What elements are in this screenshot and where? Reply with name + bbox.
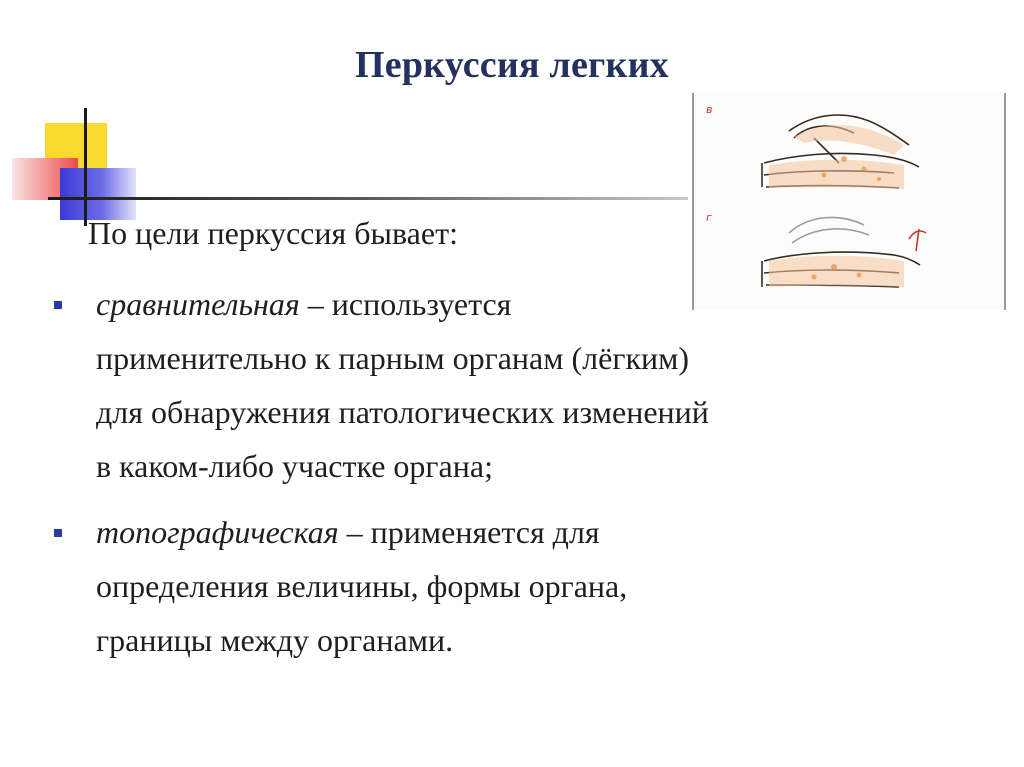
figure-label-v: в (706, 103, 713, 116)
term-comparative: сравнительная (96, 286, 300, 322)
bullet-text: – применяется для (338, 514, 600, 550)
decor-vertical-line (84, 108, 87, 226)
bullet-text: для обнаружения патологических изменений (96, 394, 709, 430)
bullet-square-icon (54, 529, 62, 537)
bullet-list (54, 277, 984, 679)
list-item (54, 277, 984, 493)
slide-title: Перкуссия легких (355, 44, 669, 86)
decor-horizontal-line (48, 197, 688, 200)
figure-label-g: г (706, 211, 712, 224)
decor-blue-block (60, 168, 136, 220)
intro-text: По цели перкуссия бывает: (88, 215, 458, 251)
bullet-text: в каком-либо участке органа; (96, 448, 493, 484)
list-item (54, 505, 984, 667)
bullet-text: применительно к парным органам (лёгким) (96, 340, 690, 376)
term-topographic: топографическая (96, 514, 339, 550)
bullet-square-icon (54, 301, 62, 309)
bullet-text: определения величины, формы органа, (96, 568, 628, 604)
bullet-text: – используется (299, 286, 512, 322)
bullet-text: границы между органами. (96, 622, 454, 658)
